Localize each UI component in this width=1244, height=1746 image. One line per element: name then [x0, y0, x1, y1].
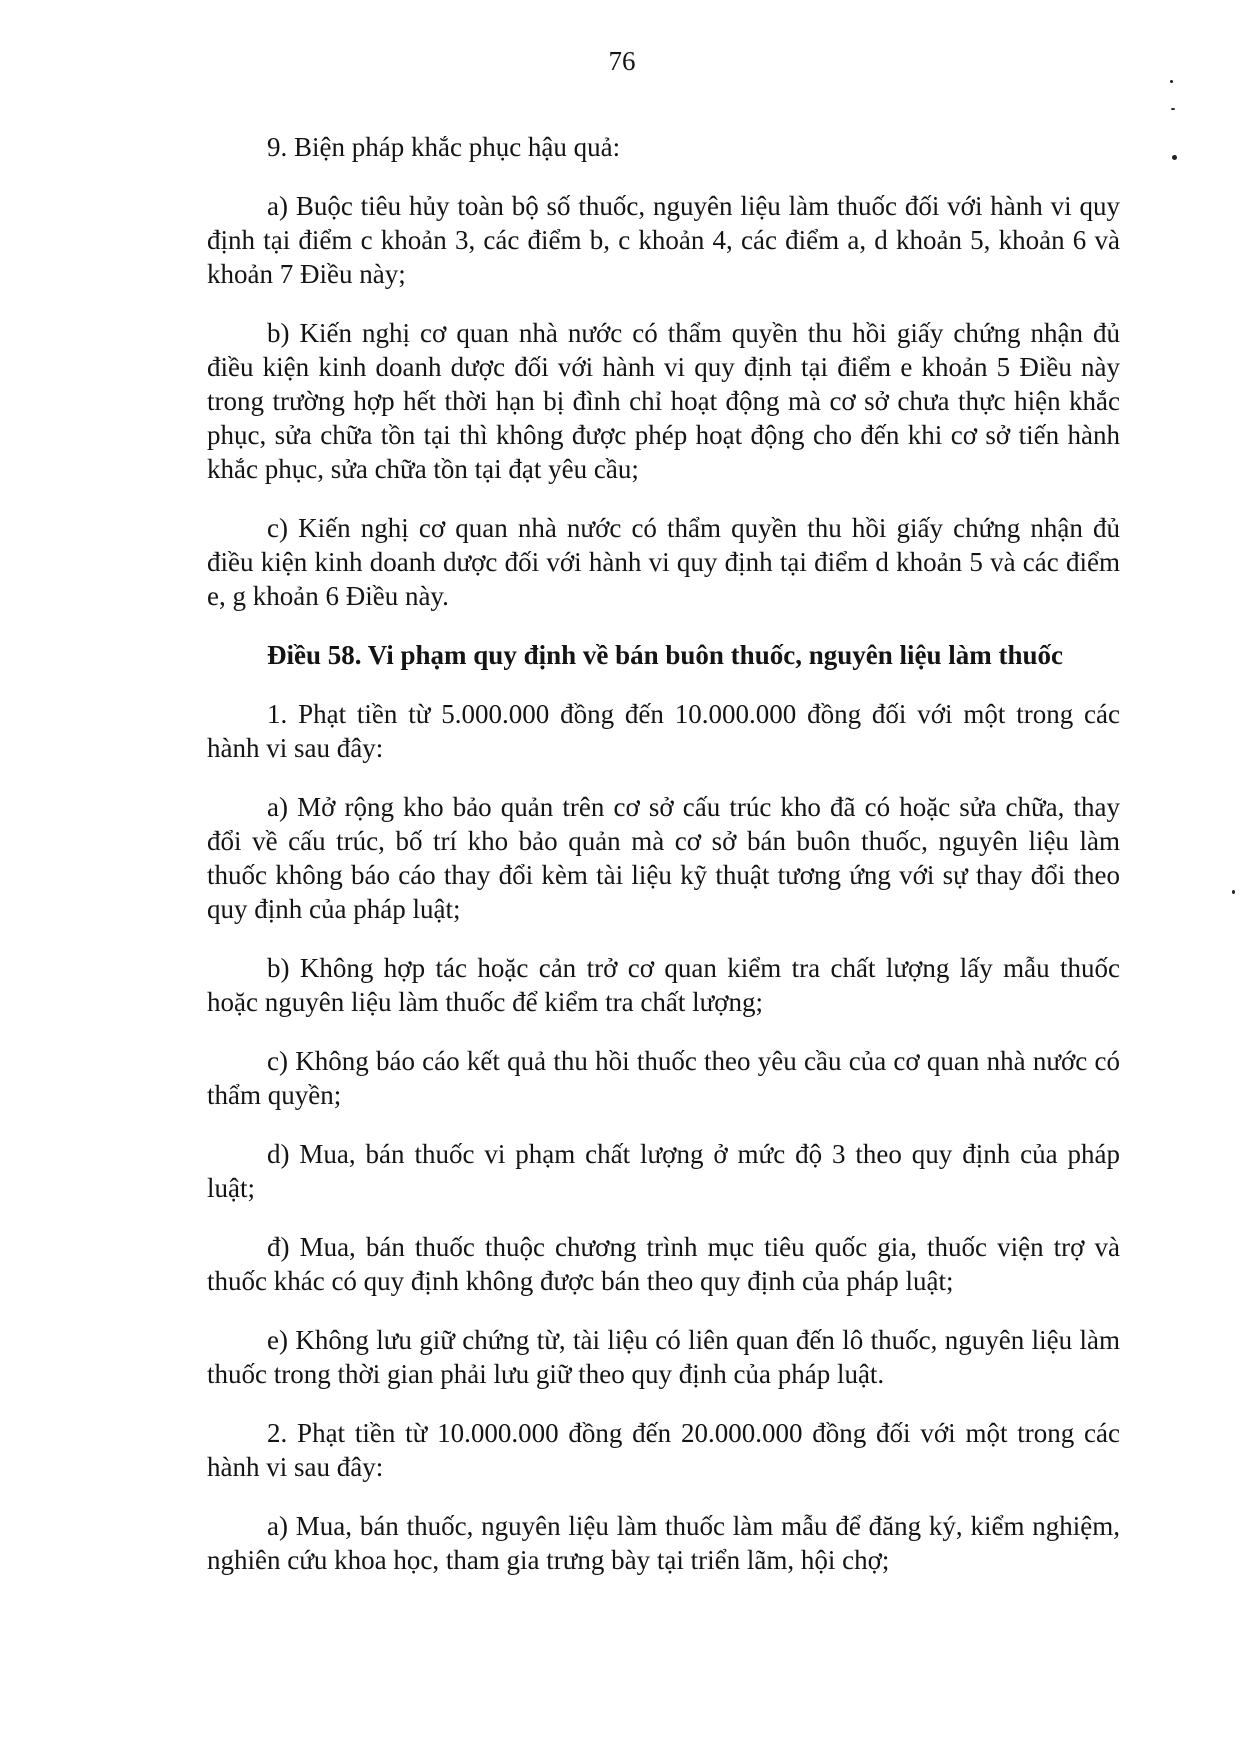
clause-1-point-b: b) Không hợp tác hoặc cản trở cơ quan kiểm tra chất lượng lấy mẫu thuốc hoặc nguyên liệu làm thuốc để kiểm tra chất lượng; — [207, 953, 1120, 1017]
clause-2-intro: 2. Phạt tiền từ 10.000.000 đồng đến 20.000.000 đồng đối với một trong các hành vi sau đây: — [207, 1418, 1120, 1482]
scan-speck — [1172, 155, 1177, 160]
scan-speck — [1171, 108, 1175, 110]
scan-speck — [1170, 80, 1173, 83]
clause-1-intro: 1. Phạt tiền từ 5.000.000 đồng đến 10.000.000 đồng đối với một trong các hành vi sau đây: — [207, 699, 1120, 763]
remedial-measure-c: c) Kiến nghị cơ quan nhà nước có thẩm quyền thu hồi giấy chứng nhận đủ điều kiện kinh doanh dược đối với hành vi quy định tại điểm d khoản 5 và các điểm e, g khoản 6 Điều này. — [207, 513, 1120, 611]
clause-1-point-d: d) Mua, bán thuốc vi phạm chất lượng ở mức độ 3 theo quy định của pháp luật; — [207, 1139, 1120, 1203]
clause-2-point-a: a) Mua, bán thuốc, nguyên liệu làm thuốc làm mẫu để đăng ký, kiểm nghiệm, nghiên cứu khoa học, tham gia trưng bày tại triển lãm, hội chợ; — [207, 1511, 1120, 1575]
clause-1-point-a: a) Mở rộng kho bảo quản trên cơ sở cấu trúc kho đã có hoặc sửa chữa, thay đổi về cấu trúc, bố trí kho bảo quản mà cơ sở bán buôn thuốc, nguyên liệu làm thuốc không báo cáo thay đổi kèm tài liệu kỹ thuật tương ứng với sự thay đổi theo quy định của pháp luật; — [207, 792, 1120, 924]
scan-speck — [1232, 890, 1235, 894]
clause-1-point-e: e) Không lưu giữ chứng từ, tài liệu có liên quan đến lô thuốc, nguyên liệu làm thuốc trong thời gian phải lưu giữ theo quy định của pháp luật. — [207, 1325, 1120, 1389]
remedial-measure-b: b) Kiến nghị cơ quan nhà nước có thẩm quyền thu hồi giấy chứng nhận đủ điều kiện kinh doanh dược đối với hành vi quy định tại điểm e khoản 5 Điều này trong trường hợp hết thời hạn bị đình chỉ hoạt động mà cơ sở chưa thực hiện khắc phục, sửa chữa tồn tại thì không được phép hoạt động cho đến khi cơ sở tiến hành khắc phục, sửa chữa tồn tại đạt yêu cầu; — [207, 318, 1120, 484]
clause-1-point-dd: đ) Mua, bán thuốc thuộc chương trình mục tiêu quốc gia, thuốc viện trợ và thuốc khác có quy định không được bán theo quy định của pháp luật; — [207, 1232, 1120, 1296]
clause-1-point-c: c) Không báo cáo kết quả thu hồi thuốc theo yêu cầu của cơ quan nhà nước có thẩm quyền; — [207, 1046, 1120, 1110]
page-number: 76 — [608, 46, 636, 76]
remedial-measure-a: a) Buộc tiêu hủy toàn bộ số thuốc, nguyên liệu làm thuốc đối với hành vi quy định tại điểm c khoản 3, các điểm b, c khoản 4, các điểm a, d khoản 5, khoản 6 và khoản 7 Điều này; — [207, 191, 1120, 289]
remedial-measures-title: 9. Biện pháp khắc phục hậu quả: — [267, 132, 621, 162]
article-58-heading: Điều 58. Vi phạm quy định về bán buôn thuốc, nguyên liệu làm thuốc — [267, 640, 1063, 670]
document-body — [207, 130, 1120, 1602]
